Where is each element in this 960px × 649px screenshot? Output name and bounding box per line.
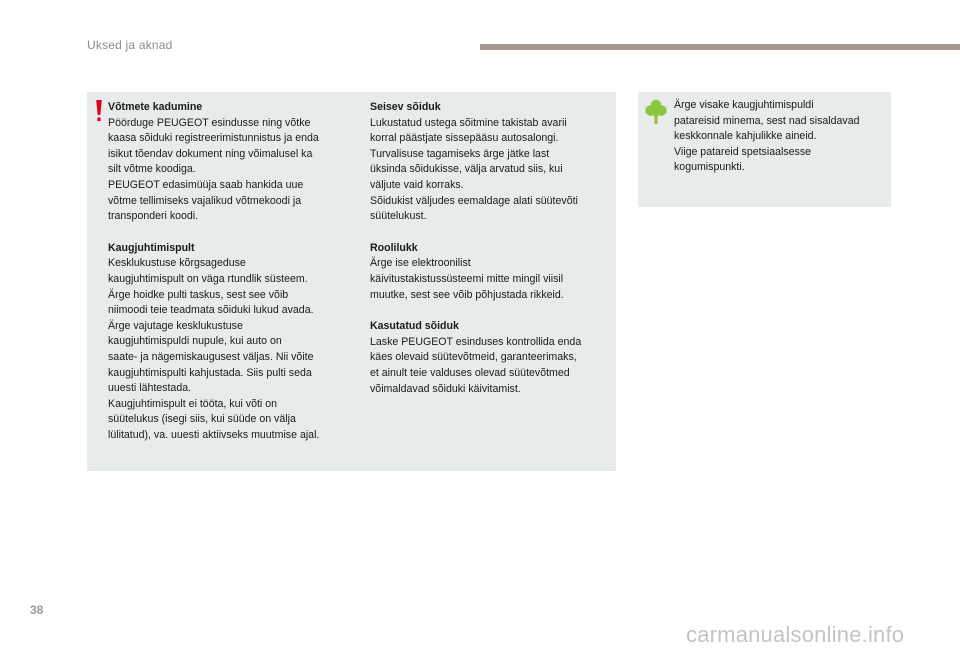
text-line: et ainult teie valduses olevad süütevõtmed (370, 366, 570, 379)
stationary-section (370, 100, 610, 225)
text-line: Lukustatud ustega sõitmine takistab avarii (370, 116, 567, 129)
page-number: 38 (30, 603, 44, 617)
text-line: süütelukust. (370, 210, 427, 223)
text-line: kaugjuhtimispulti kahjustada. Siis pulti seda (108, 366, 312, 379)
text-line: käes olevaid süütevõtmeid, garanteerimaks, (370, 351, 577, 364)
text-line: Kesklukustuse kõrgsageduse (108, 257, 246, 270)
text-line: Ärge visake kaugjuhtimispuldi (674, 99, 814, 111)
text-line: väljute vaid korraks. (370, 178, 464, 191)
text-line: kogumispunkti. (674, 161, 745, 174)
text-line: Pöörduge PEUGEOT esindusse ning võtke (108, 116, 311, 129)
text-line: üksinda sõidukisse, välja arvatud siis, kui (370, 163, 563, 176)
keys-lost-section (108, 100, 356, 225)
exclamation-icon (94, 99, 104, 123)
used-vehicle-title: Kasutatud sõiduk (370, 320, 459, 333)
remote-title: Kaugjuhtimispult (108, 241, 195, 254)
text-line: Viige patareid spetsiaalsesse (674, 145, 812, 158)
text-line: käivitustakistussüsteemi mitte mingil viisil (370, 272, 564, 285)
keys-lost-title: Võtmete kadumine (108, 101, 203, 113)
text-line: kaugjuhtimispuldi nupule, kui auto on (108, 335, 282, 348)
text-line: lülitatud), va. uuesti aktiivseks muutmise ajal. (108, 428, 320, 441)
text-line: transponderi koodi. (108, 210, 199, 223)
text-line: keskkonnale kahjulikke aineid. (674, 130, 817, 143)
remote-section (108, 241, 356, 444)
text-line: saate- ja nägemiskaugusest väljas. Nii võite (108, 350, 314, 363)
text-line: Sõidukist väljudes eemaldage alati süütevõti (370, 194, 578, 207)
watermark: carmanualsonline.info (686, 622, 905, 647)
text-line: võtme tellimiseks vajalikud võtmekoodi ja (108, 194, 302, 207)
text-line: Ärge ise elektroonilist (370, 257, 471, 270)
text-line: võimaldavad sõiduki käivitamist. (370, 382, 521, 395)
text-line: kaasa sõiduki registreerimistunnistus ja enda (108, 132, 319, 145)
text-line: isikut tõendav dokument ning võimalusel ka (108, 147, 313, 160)
header-bar (480, 44, 960, 50)
middle-column (370, 100, 610, 413)
text-line: süütelukus (isegi siis, kui süüde on välja (108, 413, 296, 426)
text-line: Ärge vajutage kesklukustuse (108, 319, 243, 332)
eco-note (674, 98, 889, 176)
text-line: patareisid minema, sest nad sisaldavad (674, 114, 860, 127)
stationary-title: Seisev sõiduk (370, 101, 441, 113)
text-line: Laske PEUGEOT esinduses kontrollida enda (370, 335, 582, 348)
left-column (108, 100, 356, 459)
text-line: Turvalisuse tagamiseks ärge jätke last (370, 147, 550, 160)
used-vehicle-section (370, 319, 610, 397)
text-line: korral päästjate sissepääsu autosalongi. (370, 132, 559, 145)
tree-icon (645, 99, 667, 125)
text-line: muutke, sest see võib põhjustada rikkeid. (370, 288, 564, 301)
steering-lock-section (370, 241, 610, 303)
text-line: niimoodi teie teadmata sõiduki lukud avada. (108, 304, 314, 317)
text-line: Ärge hoidke pulti taskus, sest see võib (108, 288, 289, 301)
header-title: Uksed ja aknad (87, 38, 173, 52)
text-line: Kaugjuhtimispult ei tööta, kui võti on (108, 397, 278, 410)
text-line: uuesti lähtestada. (108, 382, 192, 395)
text-line: silt võtme koodiga. (108, 163, 196, 176)
steering-lock-title: Roolilukk (370, 241, 418, 254)
text-line: PEUGEOT edasimüüja saab hankida uue (108, 178, 304, 191)
text-line: kaugjuhtimispult on väga rtundlik süsteem. (108, 272, 308, 285)
